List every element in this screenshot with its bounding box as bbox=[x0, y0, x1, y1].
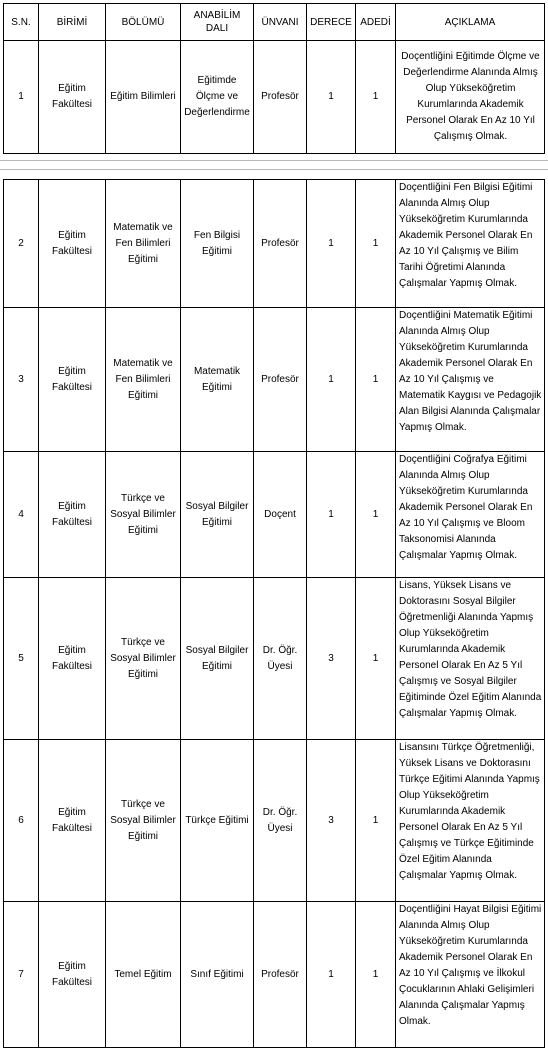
cell-sn: 6 bbox=[4, 740, 39, 902]
cell-derece: 1 bbox=[307, 452, 356, 578]
cell-derece: 1 bbox=[307, 902, 356, 1048]
cell-anabilim-dali: Matematik Eğitimi bbox=[181, 308, 254, 452]
cell-birimi: Eğitim Fakültesi bbox=[39, 180, 106, 308]
cell-bolumu: Matematik ve Fen Bilimleri Eğitimi bbox=[106, 180, 181, 308]
cell-anabilim-dali: Fen Bilgisi Eğitimi bbox=[181, 180, 254, 308]
cell-adedi: 1 bbox=[356, 308, 396, 452]
table-row bbox=[4, 180, 545, 308]
cell-sn: 3 bbox=[4, 308, 39, 452]
cell-unvani: Profesör bbox=[254, 180, 307, 308]
cell-anabilim-dali: Sosyal Bilgiler Eğitimi bbox=[181, 452, 254, 578]
cell-adedi: 1 bbox=[356, 180, 396, 308]
cell-sn: 4 bbox=[4, 452, 39, 578]
cell-derece: 1 bbox=[307, 180, 356, 308]
cell-adedi: 1 bbox=[356, 740, 396, 902]
cell-aciklama: Doçentliğini Eğitimde Ölçme ve Değerlendirme Alanında Almış Olup Yükseköğretim Kurumlarında Akademik Personel Olarak En Az 10 Yıl Çalışmış Olmak. bbox=[396, 41, 545, 154]
table-row bbox=[4, 452, 545, 578]
cell-birimi: Eğitim Fakültesi bbox=[39, 578, 106, 740]
cell-unvani: Profesör bbox=[254, 902, 307, 1048]
cell-aciklama: Doçentliğini Hayat Bilgisi Eğitimi Alanında Almış Olup Yükseköğretim Kurumlarında Akademik Personel Olarak En Az 10 Yıl Çalışmış ve İlkokul Çocuklarının Ahlaki Gelişimleri Alanında Çalışmalar Yapmış Olmak. bbox=[396, 902, 545, 1048]
cell-bolumu: Türkçe ve Sosyal Bilimler Eğitimi bbox=[106, 452, 181, 578]
header-anabilim-dali: ANABİLİM DALI bbox=[181, 4, 254, 41]
cell-adedi: 1 bbox=[356, 452, 396, 578]
cell-aciklama: Doçentliğini Fen Bilgisi Eğitimi Alanında Almış Olup Yükseköğretim Kurumlarında Akademik Personel Olarak En Az 10 Yıl Çalışmış ve Bilim Tarihi Öğretimi Alanında Çalışmalar Yapmış Olmak. bbox=[396, 180, 545, 308]
table-row bbox=[4, 740, 545, 902]
cell-derece: 3 bbox=[307, 740, 356, 902]
cell-bolumu: Temel Eğitim bbox=[106, 902, 181, 1048]
cell-birimi: Eğitim Fakültesi bbox=[39, 41, 106, 154]
cell-anabilim-dali: Türkçe Eğitimi bbox=[181, 740, 254, 902]
header-adedi: ADEDİ bbox=[356, 4, 396, 41]
table-row bbox=[4, 308, 545, 452]
position-table-part-1 bbox=[3, 3, 545, 154]
cell-birimi: Eğitim Fakültesi bbox=[39, 452, 106, 578]
cell-adedi: 1 bbox=[356, 41, 396, 154]
header-birimi: BİRİMİ bbox=[39, 4, 106, 41]
cell-sn: 7 bbox=[4, 902, 39, 1048]
page-break bbox=[0, 155, 548, 178]
cell-bolumu: Eğitim Bilimleri bbox=[106, 41, 181, 154]
cell-unvani: Doçent bbox=[254, 452, 307, 578]
cell-bolumu: Matematik ve Fen Bilimleri Eğitimi bbox=[106, 308, 181, 452]
cell-sn: 1 bbox=[4, 41, 39, 154]
cell-unvani: Dr. Öğr. Üyesi bbox=[254, 740, 307, 902]
cell-unvani: Profesör bbox=[254, 308, 307, 452]
page-break-line bbox=[0, 160, 548, 161]
cell-anabilim-dali: Sosyal Bilgiler Eğitimi bbox=[181, 578, 254, 740]
header-unvani: ÜNVANI bbox=[254, 4, 307, 41]
cell-anabilim-dali: Eğitimde Ölçme ve Değerlendirme bbox=[181, 41, 254, 154]
page-break-line bbox=[0, 169, 548, 170]
cell-birimi: Eğitim Fakültesi bbox=[39, 902, 106, 1048]
cell-adedi: 1 bbox=[356, 902, 396, 1048]
table-row bbox=[4, 902, 545, 1048]
table-row bbox=[4, 41, 545, 154]
cell-bolumu: Türkçe ve Sosyal Bilimler Eğitimi bbox=[106, 740, 181, 902]
header-bolumu: BÖLÜMÜ bbox=[106, 4, 181, 41]
cell-adedi: 1 bbox=[356, 578, 396, 740]
cell-aciklama: Doçentliğini Coğrafya Eğitimi Alanında Almış Olup Yükseköğretim Kurumlarında Akademik Personel Olarak En Az 10 Yıl Çalışmış ve Bloom Taksonomisi Alanında Çalışmalar Yapmış Olmak. bbox=[396, 452, 545, 578]
header-aciklama: AÇIKLAMA bbox=[396, 4, 545, 41]
cell-sn: 5 bbox=[4, 578, 39, 740]
cell-aciklama: Doçentliğini Matematik Eğitimi Alanında Almış Olup Yükseköğretim Kurumlarında Akademik Personel Olarak En Az 10 Yıl Çalışmış ve Matematik Kaygısı ve Pedagojik Alan Bilgisi Alanında Çalışmalar Yapmış Olmak. bbox=[396, 308, 545, 452]
cell-derece: 3 bbox=[307, 578, 356, 740]
header-sn: S.N. bbox=[4, 4, 39, 41]
cell-birimi: Eğitim Fakültesi bbox=[39, 740, 106, 902]
table-row bbox=[4, 578, 545, 740]
cell-unvani: Profesör bbox=[254, 41, 307, 154]
cell-birimi: Eğitim Fakültesi bbox=[39, 308, 106, 452]
header-derece: DERECE bbox=[307, 4, 356, 41]
position-table-part-2 bbox=[3, 179, 545, 1048]
cell-sn: 2 bbox=[4, 180, 39, 308]
header-row bbox=[4, 4, 545, 41]
cell-bolumu: Türkçe ve Sosyal Bilimler Eğitimi bbox=[106, 578, 181, 740]
cell-aciklama: Lisansını Türkçe Öğretmenliği, Yüksek Lisans ve Doktorasını Türkçe Eğitimi Alanında Yapmış Olup Yükseköğretim Kurumlarında Akademik Personel Olarak En Az 5 Yıl Çalışmış ve Türkçe Eğitiminde Özel Eğitim Alanında Çalışmalar Yapmış Olmak. bbox=[396, 740, 545, 902]
cell-aciklama: Lisans, Yüksek Lisans ve Doktorasını Sosyal Bilgiler Öğretmenliği Alanında Yapmış Olup Yükseköğretim Kurumlarında Akademik Personel Olarak En Az 5 Yıl Çalışmış ve Sosyal Bilgiler Eğitiminde Özel Eğitim Alanında Çalışmalar Yapmış Olmak. bbox=[396, 578, 545, 740]
cell-derece: 1 bbox=[307, 308, 356, 452]
cell-anabilim-dali: Sınıf Eğitimi bbox=[181, 902, 254, 1048]
cell-unvani: Dr. Öğr. Üyesi bbox=[254, 578, 307, 740]
cell-derece: 1 bbox=[307, 41, 356, 154]
